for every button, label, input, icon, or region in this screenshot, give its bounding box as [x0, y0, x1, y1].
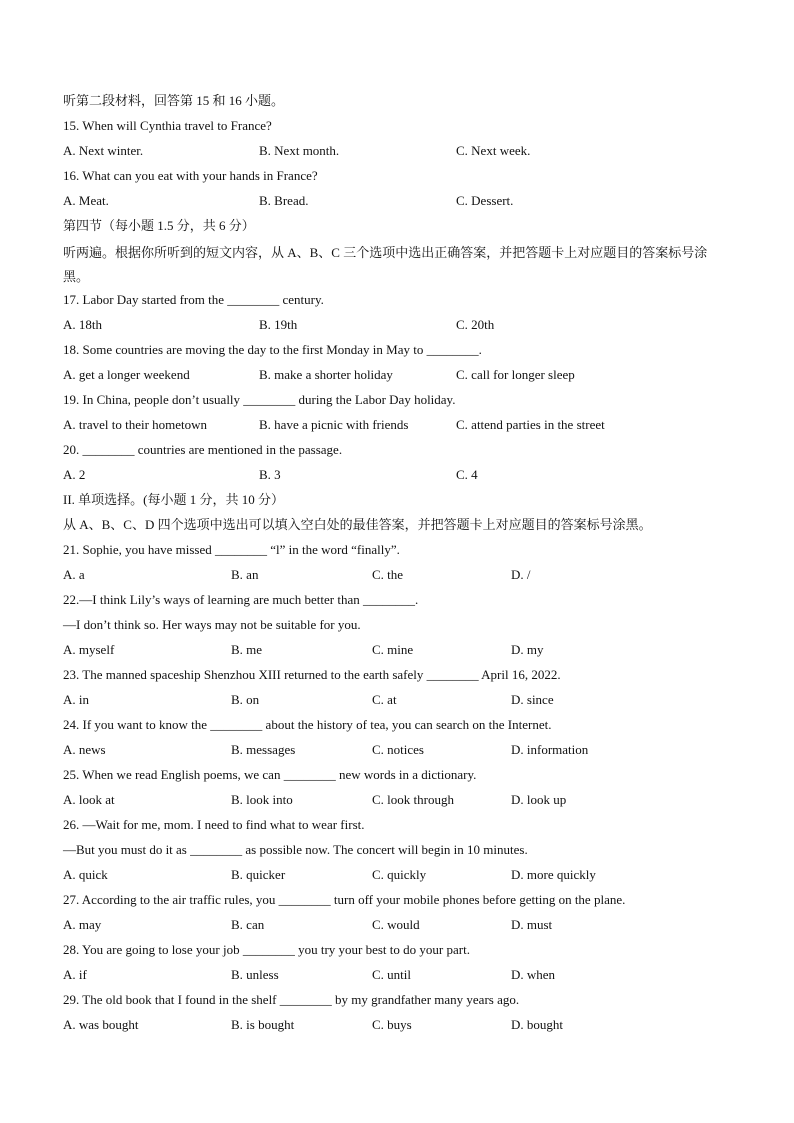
answer-options-row: [63, 790, 733, 815]
answer-option: B. an: [231, 567, 259, 582]
answer-option: C. notices: [372, 742, 424, 757]
answer-option: B. messages: [231, 742, 296, 757]
answer-option: A. in: [63, 692, 89, 707]
answer-option: A. may: [63, 917, 102, 932]
text-line: 听两遍。根据你所听到的短文内容，从 A、B、C 三个选项中选出正确答案，并把答题卡上对应题目的答案标号涂黑。: [63, 245, 708, 284]
text-line: 20. ________ countries are mentioned in the passage.: [63, 442, 343, 457]
answer-option: C. Next week.: [456, 143, 531, 158]
text-line: —But you must do it as ________ as possible now. The concert will begin in 10 minutes.: [63, 842, 528, 857]
answer-options-row: [63, 565, 733, 590]
answer-option: C. Dessert.: [456, 193, 514, 208]
text-line: 17. Labor Day started from the ________ century.: [63, 292, 324, 307]
answer-option: C. would: [372, 917, 420, 932]
answer-options-row: [63, 1015, 733, 1040]
answer-options-row: [63, 640, 733, 665]
answer-options-row: [63, 141, 733, 166]
answer-options-row: [63, 865, 733, 890]
text-line: 21. Sophie, you have missed ________ “l” in the word “finally”.: [63, 542, 400, 557]
text-line: 19. In China, people don’t usually ________ during the Labor Day holiday.: [63, 392, 456, 407]
answer-option: B. Bread.: [259, 193, 309, 208]
text-line: 29. The old book that I found in the shelf ________ by my grandfather many years ago.: [63, 992, 520, 1007]
text-line: 23. The manned spaceship Shenzhou XIII returned to the earth safely ________ April 16, 2022.: [63, 667, 561, 682]
answer-options-row: [63, 465, 733, 490]
answer-option: A. 2: [63, 467, 86, 482]
answer-option: A. a: [63, 567, 85, 582]
answer-option: A. news: [63, 742, 106, 757]
text-line: 18. Some countries are moving the day to the first Monday in May to ________.: [63, 342, 482, 357]
text-line: —I don’t think so. Her ways may not be suitable for you.: [63, 617, 361, 632]
answer-option: B. 3: [259, 467, 281, 482]
answer-options-row: [63, 740, 733, 765]
answer-option: D. bought: [511, 1017, 563, 1032]
answer-option: D. look up: [511, 792, 567, 807]
text-line: 28. You are going to lose your job ________ you try your best to do your part.: [63, 942, 470, 957]
answer-option: A. was bought: [63, 1017, 139, 1032]
answer-option: B. make a shorter holiday: [259, 367, 393, 382]
answer-option: C. the: [372, 567, 404, 582]
answer-option: C. call for longer sleep: [456, 367, 575, 382]
answer-option: A. look at: [63, 792, 115, 807]
exam-page: [63, 91, 733, 1040]
answer-option: B. quicker: [231, 867, 286, 882]
answer-option: A. myself: [63, 642, 115, 657]
answer-option: C. at: [372, 692, 397, 707]
answer-option: C. look through: [372, 792, 454, 807]
answer-option: C. until: [372, 967, 412, 982]
answer-options-row: [63, 191, 733, 216]
answer-options-row: [63, 690, 733, 715]
answer-option: C. mine: [372, 642, 414, 657]
text-line: 第四节（每小题 1.5 分，共 6 分）: [63, 218, 255, 233]
answer-option: A. Next winter.: [63, 143, 144, 158]
answer-option: D. since: [511, 692, 554, 707]
text-line: 26. —Wait for me, mom. I need to find what to wear first.: [63, 817, 365, 832]
answer-option: B. me: [231, 642, 263, 657]
answer-option: B. unless: [231, 967, 279, 982]
answer-option: D. when: [511, 967, 556, 982]
answer-options-row: [63, 965, 733, 990]
answer-option: A. quick: [63, 867, 108, 882]
answer-option: B. can: [231, 917, 265, 932]
answer-options-row: [63, 915, 733, 940]
answer-option: A. if: [63, 967, 87, 982]
answer-option: C. 4: [456, 467, 478, 482]
answer-option: C. attend parties in the street: [456, 417, 605, 432]
answer-option: D. my: [511, 642, 544, 657]
answer-option: A. travel to their hometown: [63, 417, 208, 432]
answer-option: C. buys: [372, 1017, 412, 1032]
text-line: 从 A、B、C、D 四个选项中选出可以填入空白处的最佳答案，并把答题卡上对应题目的答案标号涂黑。: [63, 517, 652, 532]
text-line: 15. When will Cynthia travel to France?: [63, 118, 272, 133]
answer-option: D. more quickly: [511, 867, 596, 882]
text-line: 听第二段材料，回答第 15 和 16 小题。: [63, 93, 285, 108]
answer-option: D. /: [511, 567, 531, 582]
answer-option: B. on: [231, 692, 260, 707]
answer-option: A. 18th: [63, 317, 102, 332]
answer-option: D. information: [511, 742, 589, 757]
answer-options-row: [63, 415, 733, 440]
text-line: 27. According to the air traffic rules, you ________ turn off your mobile phones before getting on the plane.: [63, 892, 626, 907]
answer-option: B. 19th: [259, 317, 298, 332]
text-line: 16. What can you eat with your hands in France?: [63, 168, 318, 183]
answer-options-row: [63, 365, 733, 390]
answer-option: C. 20th: [456, 317, 495, 332]
text-line: II. 单项选择。(每小题 1 分，共 10 分）: [63, 492, 284, 507]
answer-option: C. quickly: [372, 867, 427, 882]
text-line: 22.—I think Lily’s ways of learning are much better than ________.: [63, 592, 419, 607]
answer-option: B. look into: [231, 792, 293, 807]
answer-option: B. have a picnic with friends: [259, 417, 409, 432]
answer-option: A. Meat.: [63, 193, 109, 208]
text-line: 24. If you want to know the ________ about the history of tea, you can search on the Internet.: [63, 717, 552, 732]
answer-option: A. get a longer weekend: [63, 367, 190, 382]
text-line: 25. When we read English poems, we can ________ new words in a dictionary.: [63, 767, 477, 782]
answer-option: B. Next month.: [259, 143, 340, 158]
answer-options-row: [63, 315, 733, 340]
answer-option: D. must: [511, 917, 553, 932]
answer-option: B. is bought: [231, 1017, 295, 1032]
